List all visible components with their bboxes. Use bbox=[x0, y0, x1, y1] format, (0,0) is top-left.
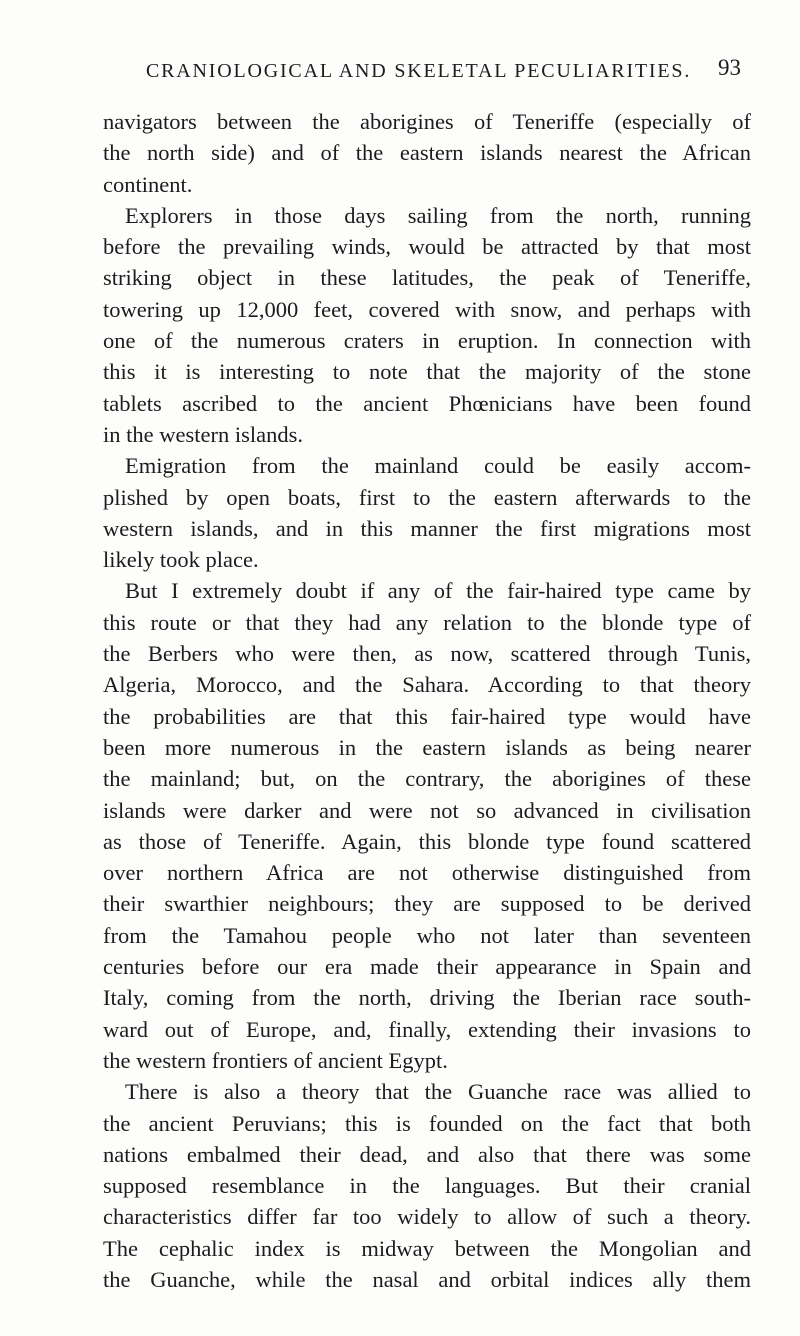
text-line: this it is interesting to note that the majority of the stone bbox=[103, 359, 751, 385]
text-line: the north side) and of the eastern islands nearest the African bbox=[103, 140, 751, 166]
text-line: the ancient Peruvians; this is founded on the fact that both bbox=[103, 1110, 751, 1136]
text-line: centuries before our era made their appearance in Spain and bbox=[103, 954, 751, 980]
body-text bbox=[103, 106, 751, 1295]
page-number: 93 bbox=[718, 55, 741, 80]
text-line: their swarthier neighbours; they are supposed to be derived bbox=[103, 891, 751, 917]
text-line: supposed resemblance in the languages. But their cranial bbox=[103, 1173, 751, 1199]
text-line: over northern Africa are not otherwise distinguished from bbox=[103, 860, 751, 886]
text-line: western islands, and in this manner the first migrations most bbox=[103, 515, 751, 541]
text-line: Emigration from the mainland could be easily accom- bbox=[125, 453, 751, 479]
text-line: before the prevailing winds, would be attracted by that most bbox=[103, 234, 751, 260]
text-line: in the western islands. bbox=[103, 421, 303, 447]
text-line: tablets ascribed to the ancient Phœnicians have been found bbox=[103, 390, 751, 416]
text-line: navigators between the aborigines of Teneriffe (especially of bbox=[103, 109, 751, 134]
text-line: likely took place. bbox=[103, 547, 259, 573]
text-line: Explorers in those days sailing from the north, running bbox=[125, 202, 751, 228]
text-line: plished by open boats, first to the eastern afterwards to the bbox=[103, 484, 751, 510]
text-line: ward out of Europe, and, finally, extending their invasions to bbox=[103, 1016, 751, 1042]
text-line: Algeria, Morocco, and the Sahara. According to that theory bbox=[103, 672, 751, 698]
text-line: the western frontiers of ancient Egypt. bbox=[103, 1047, 448, 1073]
text-line: Italy, coming from the north, driving the Iberian race south- bbox=[103, 985, 751, 1011]
running-head: CRANIOLOGICAL AND SKELETAL PECULIARITIES. bbox=[146, 60, 692, 82]
text-line: the Guanche, while the nasal and orbital indices ally them bbox=[103, 1266, 751, 1292]
text-line: But I extremely doubt if any of the fair-haired type came by bbox=[125, 578, 751, 604]
text-line: the probabilities are that this fair-haired type would have bbox=[103, 703, 751, 729]
text-line: as those of Teneriffe. Again, this blonde type found scattered bbox=[103, 828, 751, 854]
text-line: the mainland; but, on the contrary, the aborigines of these bbox=[103, 766, 751, 792]
text-line: this route or that they had any relation to the blonde type of bbox=[103, 609, 751, 635]
text-line: from the Tamahou people who not later than seventeen bbox=[103, 922, 751, 948]
text-line: There is also a theory that the Guanche race was allied to bbox=[125, 1079, 751, 1105]
text-line: The cephalic index is midway between the Mongolian and bbox=[103, 1235, 751, 1261]
text-line: islands were darker and were not so advanced in civilisation bbox=[103, 797, 751, 823]
text-line: continent. bbox=[103, 171, 193, 197]
text-line: one of the numerous craters in eruption. In connection with bbox=[103, 328, 751, 354]
text-line: nations embalmed their dead, and also that there was some bbox=[103, 1141, 751, 1167]
text-line: towering up 12,000 feet, covered with snow, and perhaps with bbox=[103, 296, 751, 322]
text-line: the Berbers who were then, as now, scattered through Tunis, bbox=[103, 641, 751, 667]
text-line: characteristics differ far too widely to allow of such a theory. bbox=[103, 1204, 751, 1230]
text-line: been more numerous in the eastern islands as being nearer bbox=[103, 734, 751, 760]
text-line: striking object in these latitudes, the peak of Teneriffe, bbox=[103, 265, 751, 291]
